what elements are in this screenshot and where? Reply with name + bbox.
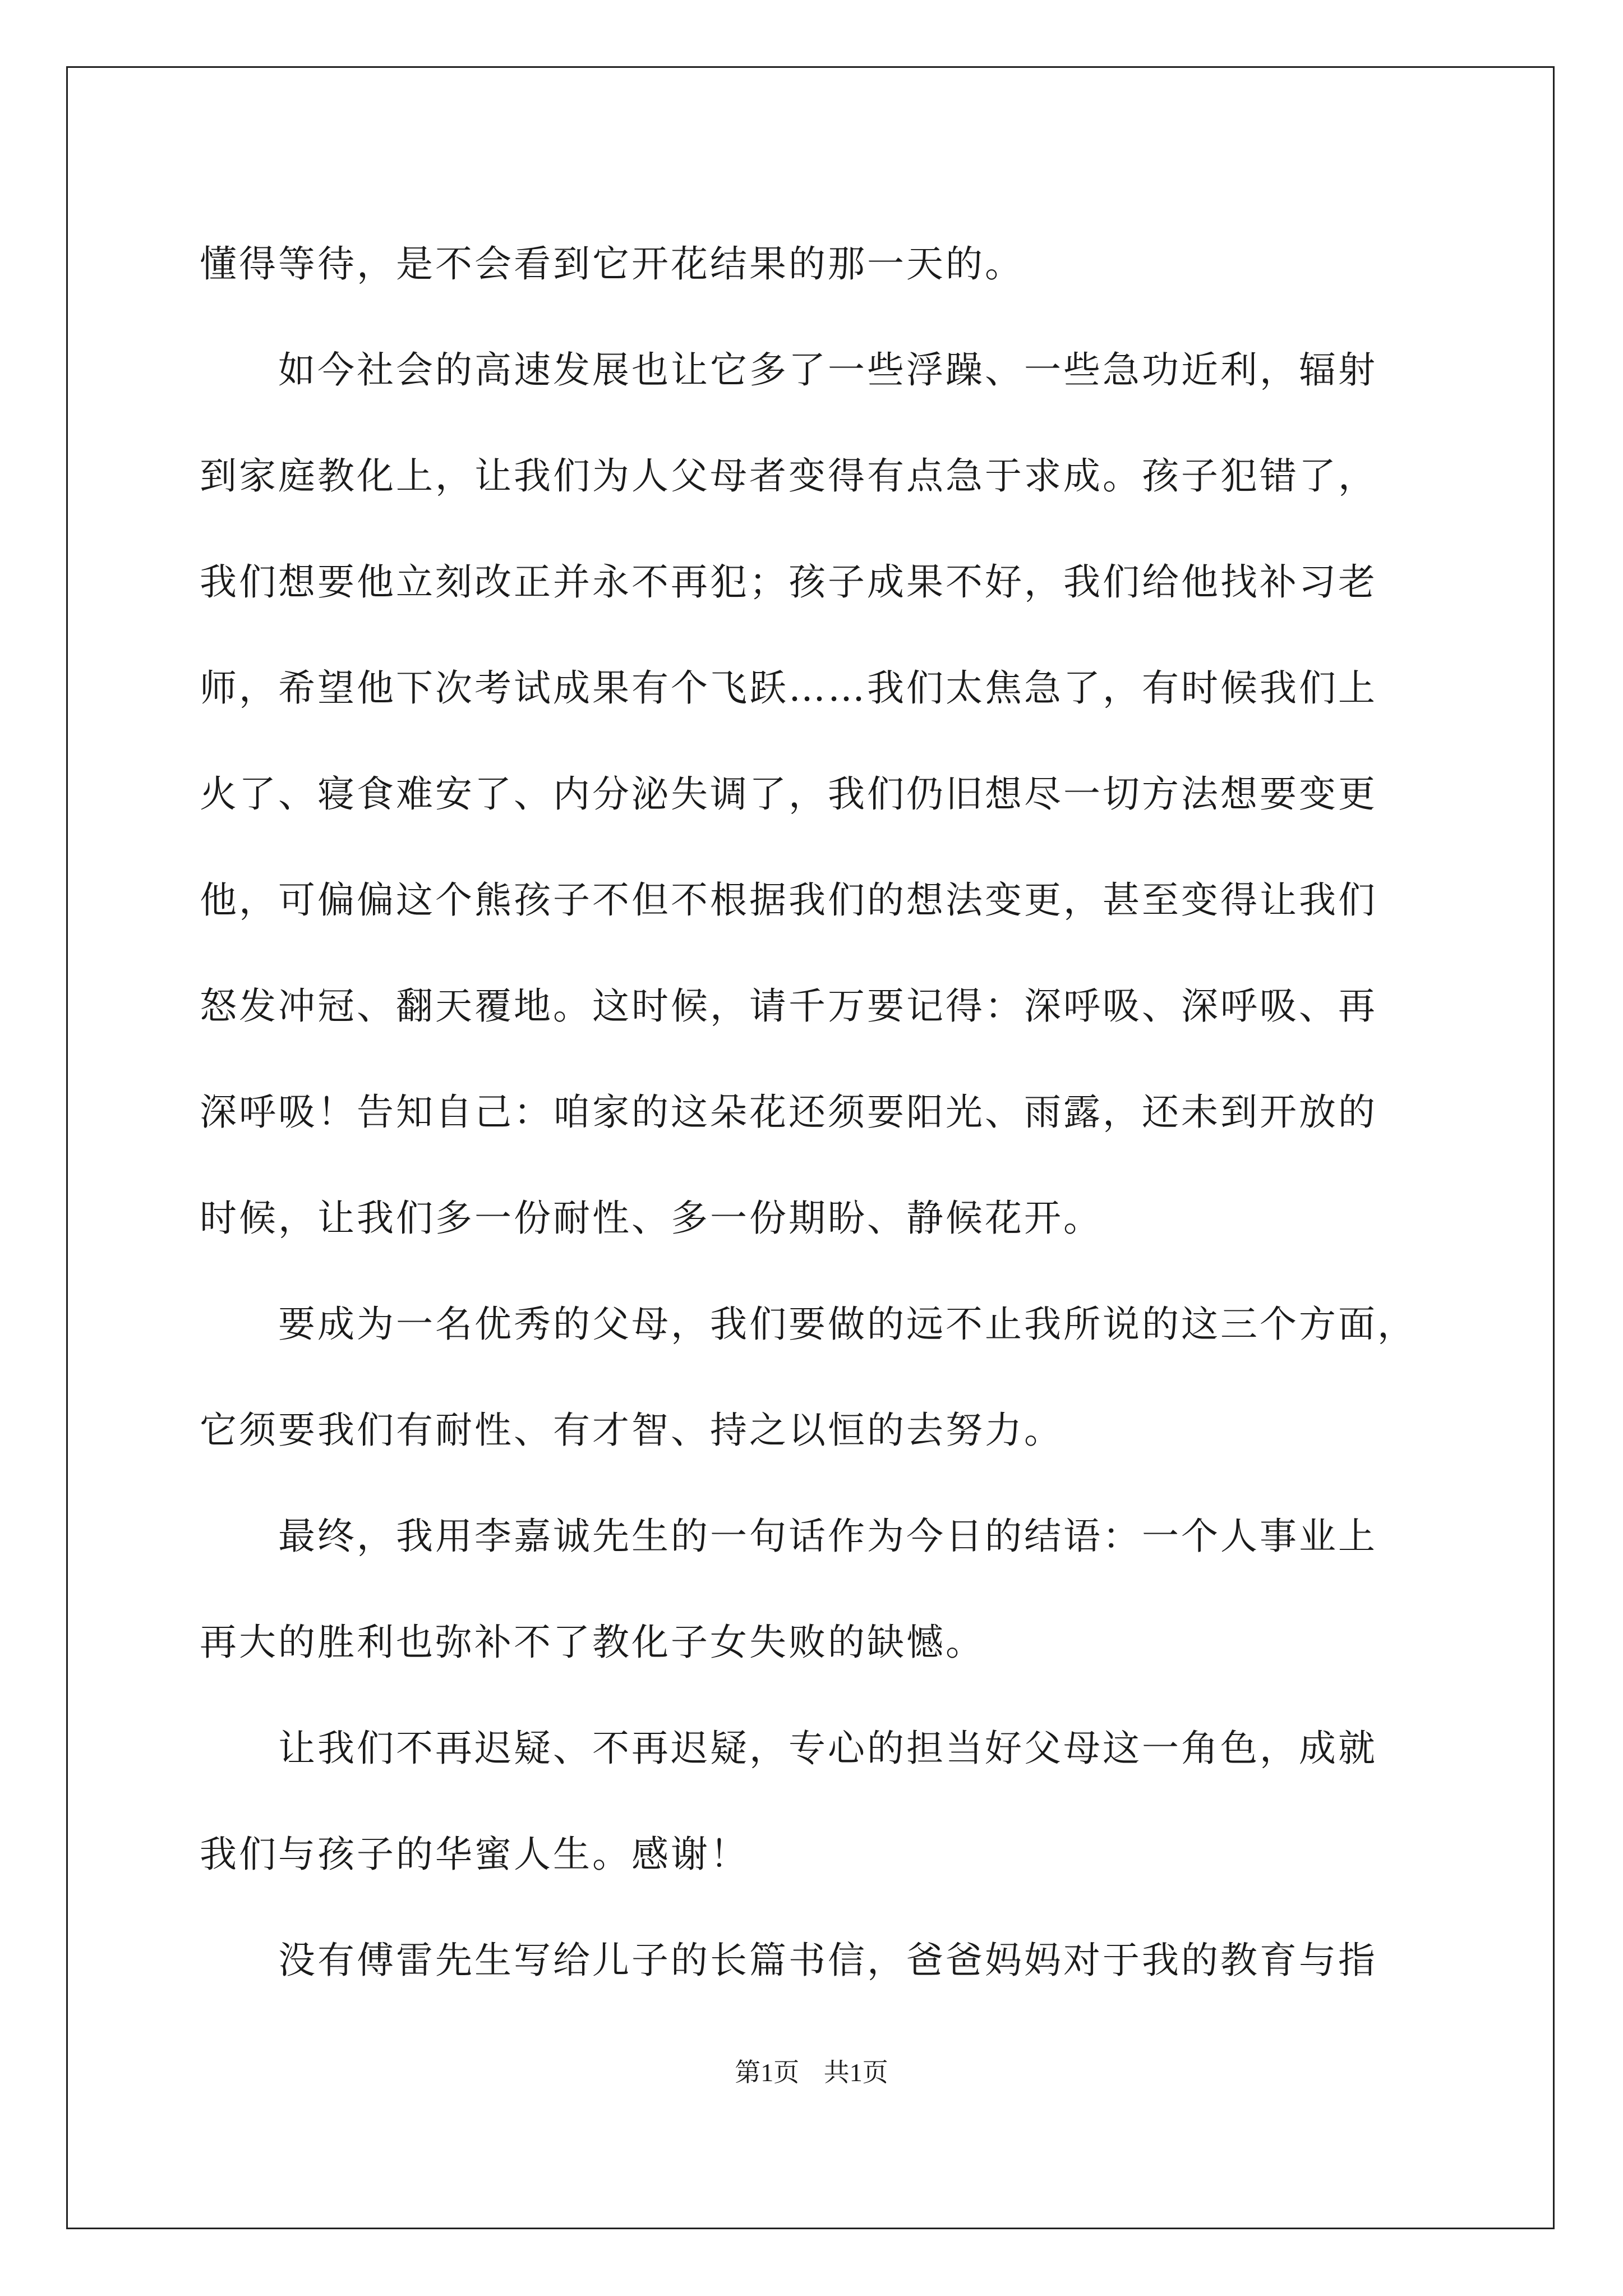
page-total: 共1页 (823, 2058, 888, 2087)
text-line: 要成为一名优秀的父母，我们要做的远不止我所说的这三个方面， (278, 1303, 1417, 1346)
text-line: 最终，我用李嘉诚先生的一句话作为今日的结语：一个人事业上 (278, 1515, 1377, 1558)
text-line: 火了、寝食难安了、内分泌失调了，我们仍旧想尽一切方法想要变更 (200, 772, 1377, 816)
text-line: 我们与孩子的华蜜人生。感谢！ (200, 1833, 749, 1876)
text-line: 没有傅雷先生写给儿子的长篇书信，爸爸妈妈对于我的教育与指 (278, 1939, 1377, 1982)
text-line: 再大的胜利也弥补不了教化子女失败的缺憾。 (200, 1621, 985, 1664)
text-line: 他，可偏偏这个熊孩子不但不根据我们的想法变更，甚至变得让我们 (200, 878, 1377, 922)
text-line: 怒发冲冠、翻天覆地。这时候，请千万要记得：深呼吸、深呼吸、再 (200, 984, 1377, 1028)
text-line: 它须要我们有耐性、有才智、持之以恒的去努力。 (200, 1409, 1063, 1452)
text-line: 师，希望他下次考试成果有个飞跃……我们太焦急了，有时候我们上 (200, 666, 1377, 710)
document-body (200, 211, 1420, 2013)
text-line: 如今社会的高速发展也让它多了一些浮躁、一些急功近利，辐射 (278, 348, 1377, 392)
text-line: 我们想要他立刻改正并永不再犯；孩子成果不好，我们给他找补习老 (200, 560, 1377, 604)
text-line: 懂得等待，是不会看到它开花结果的那一天的。 (200, 242, 1024, 286)
text-line: 深呼吸！告知自己：咱家的这朵花还须要阳光、雨露，还未到开放的 (200, 1091, 1377, 1134)
text-line: 让我们不再迟疑、不再迟疑，专心的担当好父母这一角色，成就 (278, 1727, 1377, 1770)
text-line: 时候，让我们多一份耐性、多一份期盼、静候花开。 (200, 1197, 1103, 1240)
text-line: 到家庭教化上，让我们为人父母者变得有点急于求成。孩子犯错了， (200, 454, 1377, 498)
page-footer (0, 2056, 1623, 2090)
page-number: 第1页 (735, 2058, 800, 2087)
